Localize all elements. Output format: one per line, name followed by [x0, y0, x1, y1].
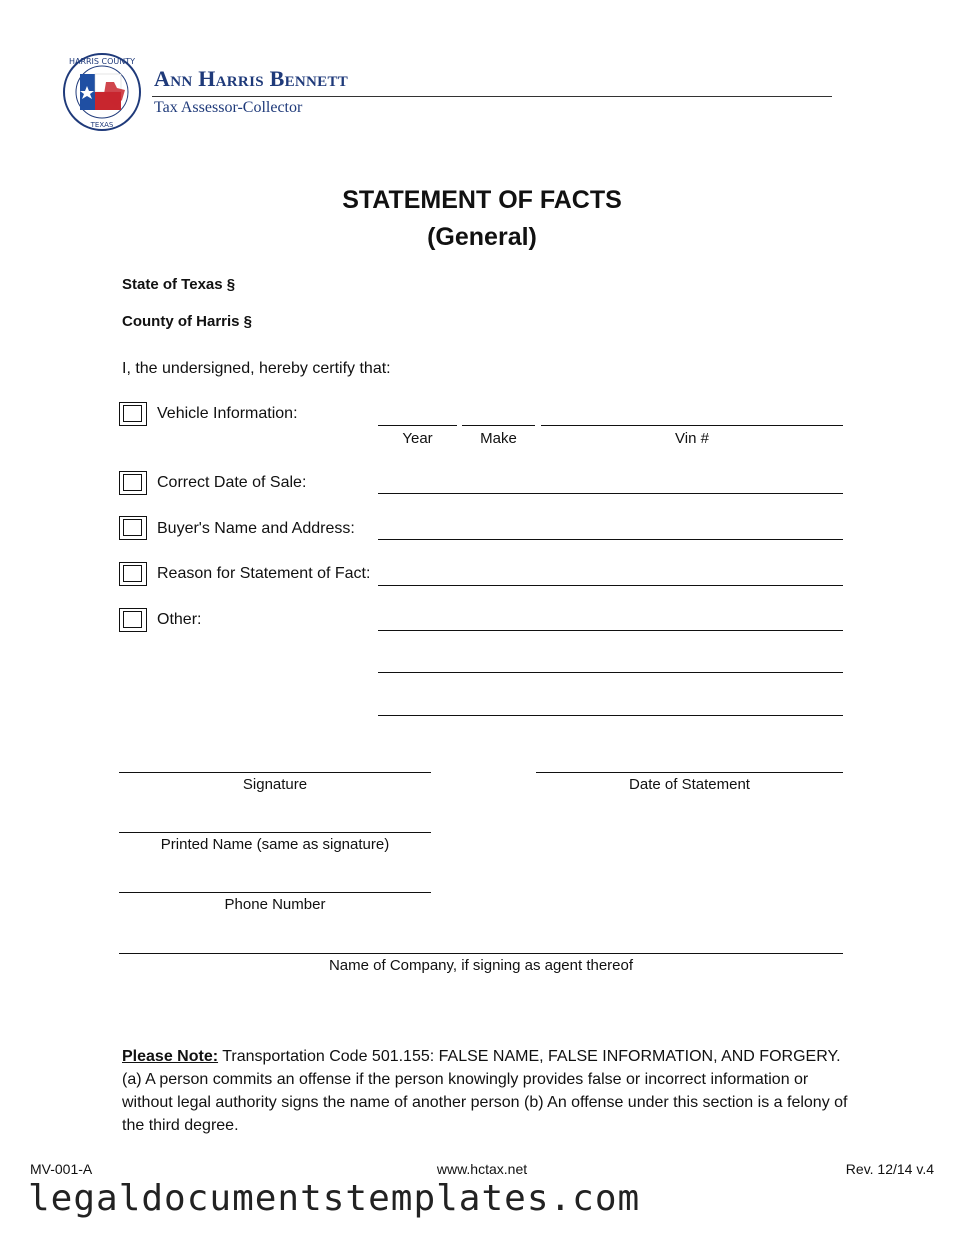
official-name: Ann Harris Bennett: [154, 66, 349, 91]
legal-note: [122, 1045, 852, 1137]
seal-text-top: HARRIS COUNTY: [68, 57, 136, 66]
date-of-statement-field[interactable]: [536, 772, 843, 773]
state-venue: State of Texas §: [122, 276, 236, 293]
county-venue: County of Harris §: [122, 313, 253, 330]
phone-field[interactable]: [119, 892, 431, 893]
date-of-sale-checkbox[interactable]: [119, 471, 147, 495]
date-of-sale-label: Correct Date of Sale:: [157, 474, 307, 491]
reason-label: Reason for Statement of Fact:: [157, 565, 371, 582]
reason-checkbox[interactable]: [119, 562, 147, 586]
legal-note-label: Please Note:: [122, 1048, 219, 1065]
revision: Rev. 12/14 v.4: [845, 1161, 934, 1177]
buyer-label: Buyer's Name and Address:: [157, 520, 355, 537]
official-title: Tax Assessor-Collector: [154, 99, 303, 116]
other-field-line-2[interactable]: [378, 672, 843, 673]
header-divider: [152, 96, 832, 97]
legal-note-text: Transportation Code 501.155: FALSE NAME, FALSE INFORMATION, AND FORGERY. (a) A person commits an offense if the person knowingly provides false or incorrect information or without legal authority signs the name of another person (b) An offense under this section is a felony of the third degree.: [122, 1048, 848, 1134]
printed-name-caption: Printed Name (same as signature): [160, 836, 390, 853]
make-field[interactable]: [462, 425, 535, 426]
year-field[interactable]: [378, 425, 457, 426]
buyer-checkbox[interactable]: [119, 516, 147, 540]
watermark: legaldocumentstemplates.com: [28, 1178, 641, 1219]
printed-name-field[interactable]: [119, 832, 431, 833]
document-title: STATEMENT OF FACTS: [342, 186, 622, 214]
vin-field[interactable]: [541, 425, 843, 426]
date-of-statement-caption: Date of Statement: [629, 776, 750, 793]
harris-county-seal: [60, 52, 148, 132]
make-caption: Make: [480, 430, 517, 447]
seal-text-bottom: TEXAS: [90, 121, 114, 129]
other-field-line-1[interactable]: [378, 630, 843, 631]
buyer-field[interactable]: [378, 539, 843, 540]
vehicle-info-label: Vehicle Information:: [157, 405, 298, 422]
signature-field[interactable]: [119, 772, 431, 773]
company-caption: Name of Company, if signing as agent thereof: [328, 957, 634, 974]
year-caption: Year: [402, 430, 433, 447]
other-label: Other:: [157, 611, 202, 628]
other-field-line-3[interactable]: [378, 715, 843, 716]
intro-text: I, the undersigned, hereby certify that:: [122, 360, 391, 377]
document-subtitle: (General): [427, 223, 537, 251]
company-field[interactable]: [119, 953, 843, 954]
reason-field[interactable]: [378, 585, 843, 586]
website-link[interactable]: www.hctax.net: [436, 1161, 528, 1177]
form-id: MV-001-A: [30, 1161, 93, 1177]
signature-caption: Signature: [242, 776, 308, 793]
phone-caption: Phone Number: [224, 896, 326, 913]
vehicle-info-checkbox[interactable]: [119, 402, 147, 426]
other-checkbox[interactable]: [119, 608, 147, 632]
date-of-sale-field[interactable]: [378, 493, 843, 494]
vin-caption: Vin #: [675, 430, 709, 447]
